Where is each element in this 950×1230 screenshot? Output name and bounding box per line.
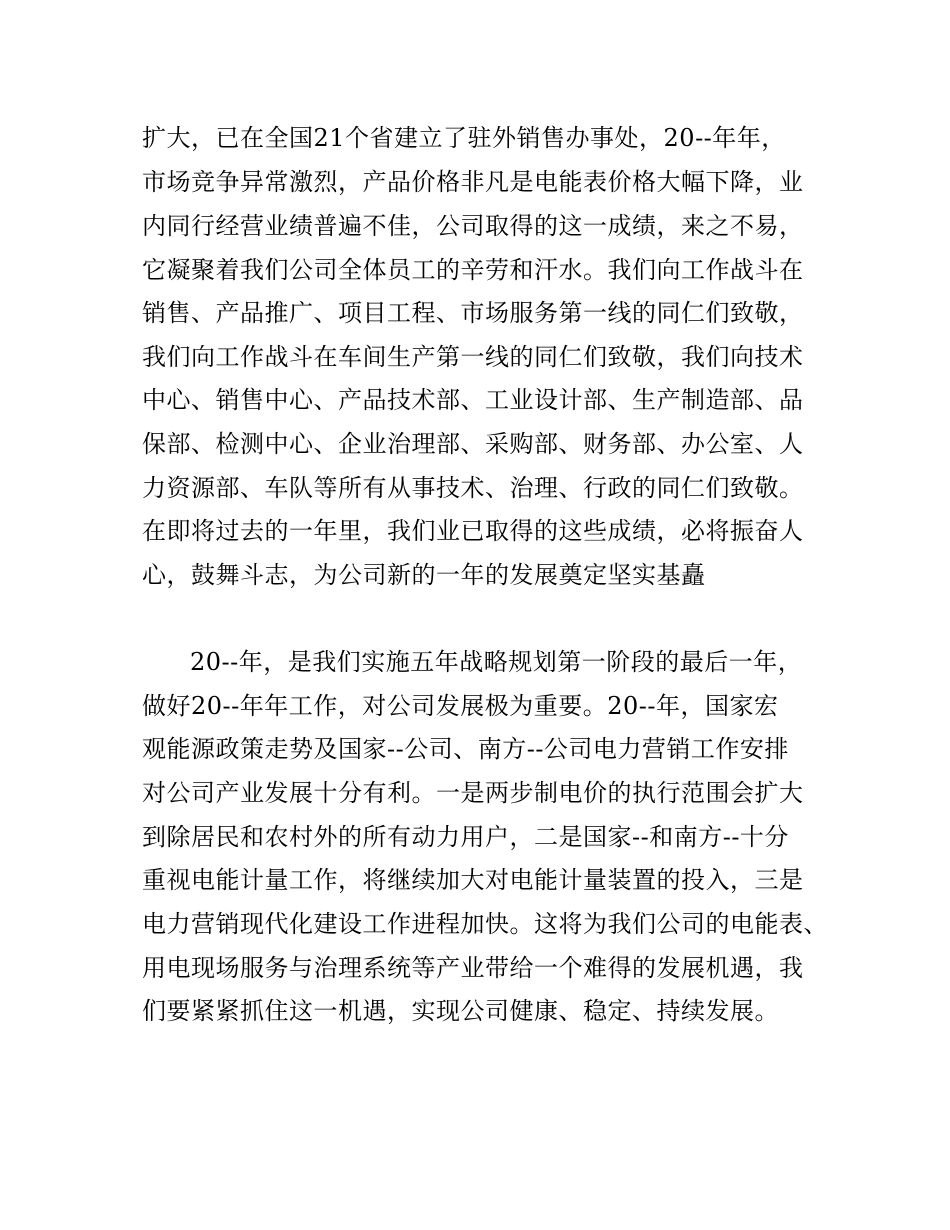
paragraph-line: 电力营销现代化建设工作进程加快。这将为我们公司的电能表、	[142, 910, 828, 938]
paragraph-line: 扩大，已在全国21个省建立了驻外销售办事处，20--年年，	[142, 124, 786, 152]
paragraph-line: 观能源政策走势及国家--公司、南方--公司电力营销工作安排	[142, 735, 789, 763]
paragraph-line: 内同行经营业绩普遍不佳，公司取得的这一成绩，来之不易，	[142, 212, 804, 240]
paragraph-line: 对公司产业发展十分有利。一是两步制电价的执行范围会扩大	[142, 779, 804, 807]
paragraph-line: 在即将过去的一年里，我们业已取得的这些成绩，必将振奋人	[142, 517, 804, 545]
paragraph-line: 心，鼓舞斗志，为公司新的一年的发展奠定坚实基矗	[142, 561, 706, 589]
paragraph-line: 们要紧紧抓住这一机遇，实现公司健康、稳定、持续发展。	[142, 997, 779, 1025]
paragraph-line: 20--年，是我们实施五年战略规划第一阶段的最后一年，	[190, 648, 803, 676]
paragraph-line: 它凝聚着我们公司全体员工的辛劳和汗水。我们向工作战斗在	[142, 256, 804, 284]
paragraph-line: 力资源部、车队等所有从事技术、治理、行政的同仁们致敬。	[142, 474, 804, 502]
paragraph-line: 用电现场服务与治理系统等产业带给一个难得的发展机遇，我	[142, 954, 804, 982]
paragraph-line: 中心、销售中心、产品技术部、工业设计部、生产制造部、品	[142, 386, 804, 414]
paragraph-line: 我们向工作战斗在车间生产第一线的同仁们致敬，我们向技术	[142, 343, 804, 371]
paragraph-line: 销售、产品推广、项目工程、市场服务第一线的同仁们致敬，	[142, 299, 804, 327]
paragraph-line: 重视电能计量工作，将继续加大对电能计量装置的投入，三是	[142, 866, 804, 894]
paragraph-line: 市场竞争异常激烈，产品价格非凡是电能表价格大幅下降，业	[142, 168, 804, 196]
paragraph-line: 到除居民和农村外的所有动力用户，二是国家--和南方--十分	[142, 823, 789, 851]
paragraph-line: 保部、检测中心、企业治理部、采购部、财务部、办公室、人	[142, 430, 804, 458]
paragraph-line: 做好20--年年工作，对公司发展极为重要。20--年，国家宏	[142, 692, 779, 720]
